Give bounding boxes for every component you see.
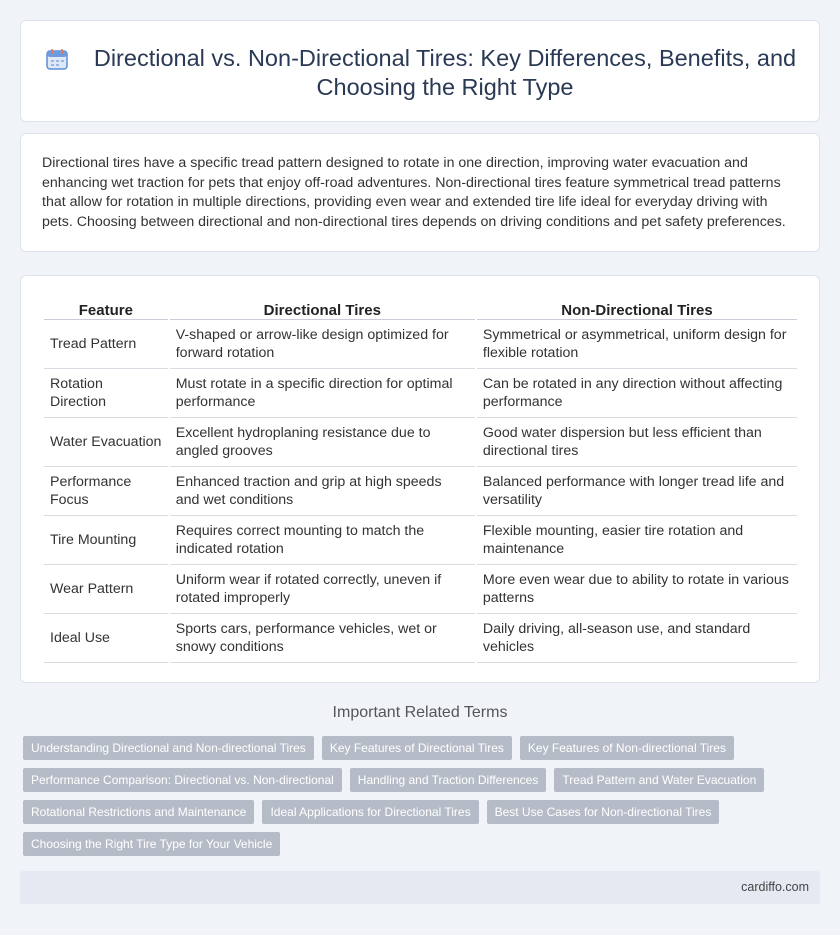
- non-directional-cell: Symmetrical or asymmetrical, uniform design for flexible rotation: [477, 320, 797, 369]
- directional-cell: Excellent hydroplaning resistance due to angled grooves: [170, 418, 475, 467]
- directional-cell: Must rotate in a specific direction for optimal performance: [170, 369, 475, 418]
- related-term-tag[interactable]: Ideal Applications for Directional Tires: [262, 800, 478, 824]
- related-term-tag[interactable]: Handling and Traction Differences: [350, 768, 547, 792]
- table-row: [44, 320, 797, 369]
- related-term-tag[interactable]: Performance Comparison: Directional vs. Non-directional: [23, 768, 342, 792]
- feature-cell: Ideal Use: [44, 614, 168, 663]
- related-term-tag[interactable]: Tread Pattern and Water Evacuation: [554, 768, 764, 792]
- table-row: [44, 565, 797, 614]
- feature-cell: Wear Pattern: [44, 565, 168, 614]
- title-card: [20, 20, 820, 122]
- directional-cell: Enhanced traction and grip at high speeds and wet conditions: [170, 467, 475, 516]
- comparison-table: [42, 297, 799, 663]
- intro-paragraph: Directional tires have a specific tread pattern designed to rotate in one direction, improving water evacuation and enhancing wet traction for pets that enjoy off-road adventures. Non-directional tires feature symmetrical tread patterns that allow for rotation in multiple directions, providing even wear and extended tire life ideal for everyday driving with pets. Choosing between directional and non-directional tires depends on driving conditions and pet safety preferences.: [42, 155, 786, 230]
- page-title: Directional vs. Non-Directional Tires: Key Differences, Benefits, and Choosing the Right Type: [93, 45, 797, 100]
- related-term-tag[interactable]: Understanding Directional and Non-directional Tires: [23, 736, 314, 760]
- directional-cell: Requires correct mounting to match the indicated rotation: [170, 516, 475, 565]
- related-term-tag[interactable]: Choosing the Right Tire Type for Your Vehicle: [23, 832, 280, 856]
- related-term-tag[interactable]: Key Features of Non-directional Tires: [520, 736, 734, 760]
- intro-card: [20, 133, 820, 252]
- column-header-directional: Directional Tires: [170, 297, 475, 320]
- feature-cell: Tire Mounting: [44, 516, 168, 565]
- table-row: [44, 418, 797, 467]
- directional-cell: Sports cars, performance vehicles, wet or snowy conditions: [170, 614, 475, 663]
- footer: [20, 871, 820, 904]
- non-directional-cell: Flexible mounting, easier tire rotation and maintenance: [477, 516, 797, 565]
- related-term-tag[interactable]: Rotational Restrictions and Maintenance: [23, 800, 254, 824]
- related-terms-heading: Important Related Terms: [332, 704, 508, 721]
- related-term-tag[interactable]: Key Features of Directional Tires: [322, 736, 512, 760]
- non-directional-cell: Can be rotated in any direction without affecting performance: [477, 369, 797, 418]
- column-header-feature: Feature: [44, 297, 168, 320]
- non-directional-cell: Good water dispersion but less efficient than directional tires: [477, 418, 797, 467]
- non-directional-cell: Balanced performance with longer tread life and versatility: [477, 467, 797, 516]
- feature-cell: Tread Pattern: [44, 320, 168, 369]
- feature-cell: Performance Focus: [44, 467, 168, 516]
- table-row: [44, 614, 797, 663]
- table-row: [44, 516, 797, 565]
- non-directional-cell: More even wear due to ability to rotate in various patterns: [477, 565, 797, 614]
- calendar-icon: [46, 48, 68, 70]
- site-name-link[interactable]: cardiffo.com: [741, 880, 809, 894]
- directional-cell: Uniform wear if rotated correctly, uneven if rotated improperly: [170, 565, 475, 614]
- related-terms-list: [23, 736, 783, 856]
- table-row: [44, 467, 797, 516]
- feature-cell: Water Evacuation: [44, 418, 168, 467]
- non-directional-cell: Daily driving, all-season use, and standard vehicles: [477, 614, 797, 663]
- table-header-row: [44, 297, 797, 320]
- feature-cell: Rotation Direction: [44, 369, 168, 418]
- directional-cell: V-shaped or arrow-like design optimized for forward rotation: [170, 320, 475, 369]
- column-header-non-directional: Non-Directional Tires: [477, 297, 797, 320]
- table-row: [44, 369, 797, 418]
- related-term-tag[interactable]: Best Use Cases for Non-directional Tires: [487, 800, 720, 824]
- comparison-card: [20, 275, 820, 683]
